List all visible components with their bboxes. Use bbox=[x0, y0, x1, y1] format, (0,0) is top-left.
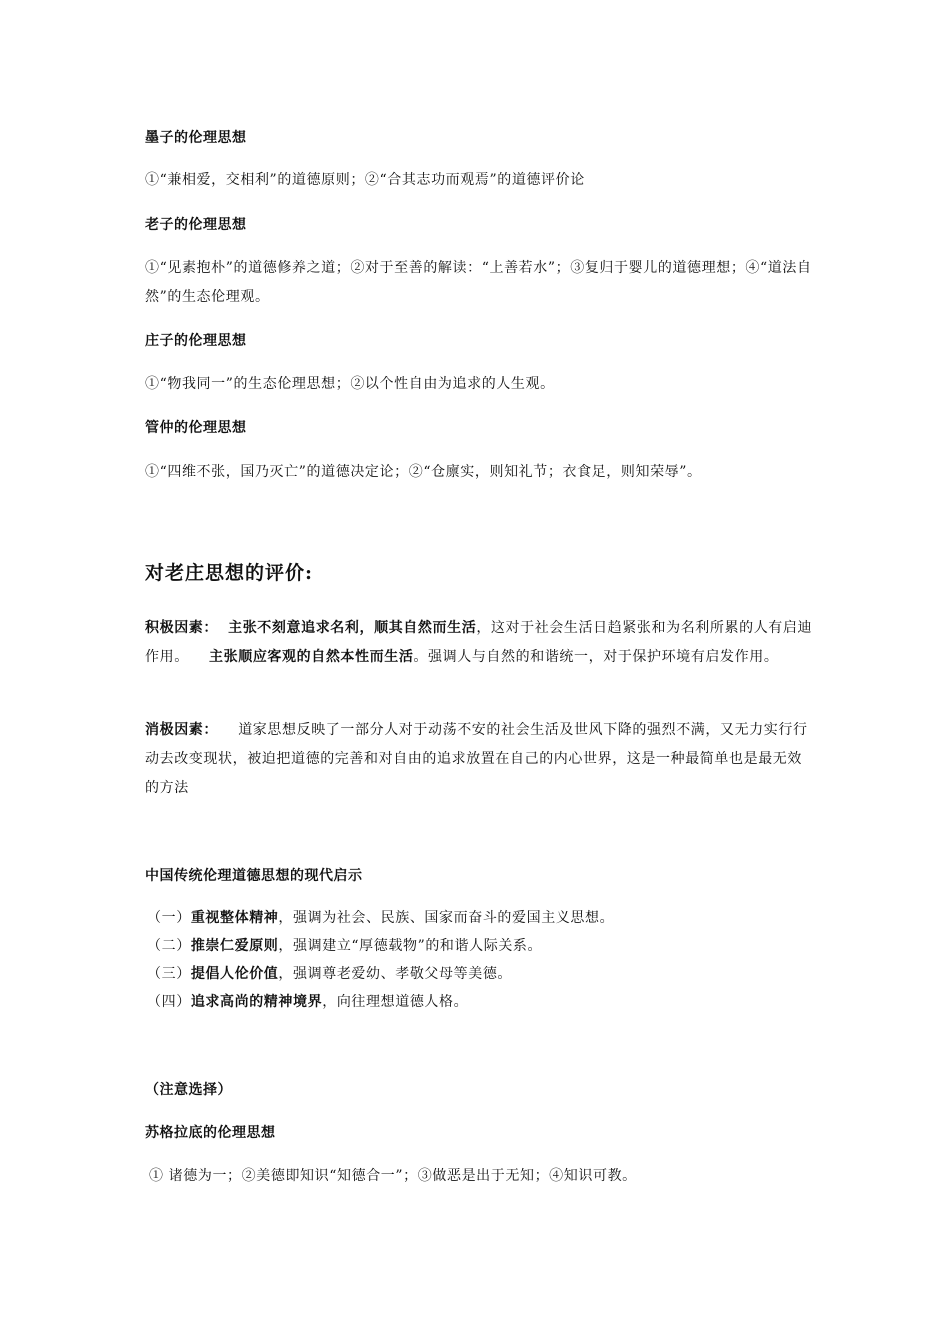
modern-item bbox=[147, 992, 468, 1012]
modern-item-text: ，强调尊老爱幼、孝敬父母等美德。 bbox=[278, 966, 513, 982]
positive-label: 积极因素： bbox=[145, 620, 218, 636]
note-label: （注意选择） bbox=[145, 1082, 232, 1098]
positive-bold-1: 主张不刻意追求名利，顺其自然而生活 bbox=[228, 620, 477, 636]
modern-item-text: ，强调建立“厚德载物”的和谐人际关系。 bbox=[278, 938, 543, 954]
modern-item-bold: 提倡人伦价值 bbox=[190, 966, 279, 982]
guanzhong-text: ①“四维不张，国乃灭亡”的道德决定论；②“仓廪实，则知礼节；衣食足，则知荣辱”。 bbox=[145, 464, 702, 480]
modern-item-bold: 追求高尚的精神境界 bbox=[190, 994, 323, 1010]
modern-item-number: （二） bbox=[147, 938, 191, 954]
positive-factors-paragraph bbox=[145, 614, 815, 672]
laozi-heading: 老子的伦理思想 bbox=[145, 217, 247, 233]
modern-item bbox=[147, 908, 614, 928]
positive-text-1: ，这对于社会生活日趋紧张和为名利所累的人有启迪作用。 bbox=[145, 620, 813, 665]
laozi-text: ①“见素抱朴”的道德修养之道；②对于至善的解读：“上善若水”；③复归于婴儿的道德理想；④“道法自然”的生态伦理观。 bbox=[145, 260, 812, 305]
guanzhong-heading: 管仲的伦理思想 bbox=[145, 420, 247, 436]
modern-item-bold: 推崇仁爱原则 bbox=[190, 938, 279, 954]
modern-item-text: ，强调为社会、民族、国家而奋斗的爱国主义思想。 bbox=[278, 910, 615, 926]
modern-item-number: （一） bbox=[147, 910, 191, 926]
zhuangzi-text: ①“物我同一”的生态伦理思想；②以个性自由为追求的人生观。 bbox=[145, 376, 555, 392]
modern-item-number: （四） bbox=[147, 994, 191, 1010]
mozi-text: ①“兼相爱，交相利”的道德原则；②“合其志功而观焉”的道德评价论 bbox=[145, 172, 585, 188]
positive-bold-2: 主张顺应客观的自然本性而生活 bbox=[209, 649, 414, 665]
modern-item-bold: 重视整体精神 bbox=[190, 910, 279, 926]
evaluation-title: 对老庄思想的评价: bbox=[145, 562, 314, 584]
negative-factors-paragraph bbox=[145, 716, 815, 803]
positive-text-2: 。强调人与自然的和谐统一，对于保护环境有启发作用。 bbox=[413, 649, 779, 665]
modern-item bbox=[147, 936, 542, 956]
modern-item bbox=[147, 964, 512, 984]
socrates-text: ① 诸德为一；②美德即知识“知德合一”；③做恶是出于无知；④知识可教。 bbox=[149, 1168, 637, 1184]
socrates-heading: 苏格拉底的伦理思想 bbox=[145, 1125, 276, 1141]
negative-text: 道家思想反映了一部分人对于动荡不安的社会生活及世风下降的强烈不满，又无力实行行动去改变现状，被迫把道德的完善和对自由的追求放置在自己的内心世界，这是一种最简单也是最无效的方法 bbox=[145, 722, 808, 796]
mozi-heading: 墨子的伦理思想 bbox=[145, 130, 247, 146]
zhuangzi-heading: 庄子的伦理思想 bbox=[145, 333, 247, 349]
modern-heading: 中国传统伦理道德思想的现代启示 bbox=[145, 868, 363, 884]
negative-label: 消极因素： bbox=[145, 722, 218, 738]
modern-item-number: （三） bbox=[147, 966, 191, 982]
modern-item-text: ，向往理想道德人格。 bbox=[322, 994, 469, 1010]
